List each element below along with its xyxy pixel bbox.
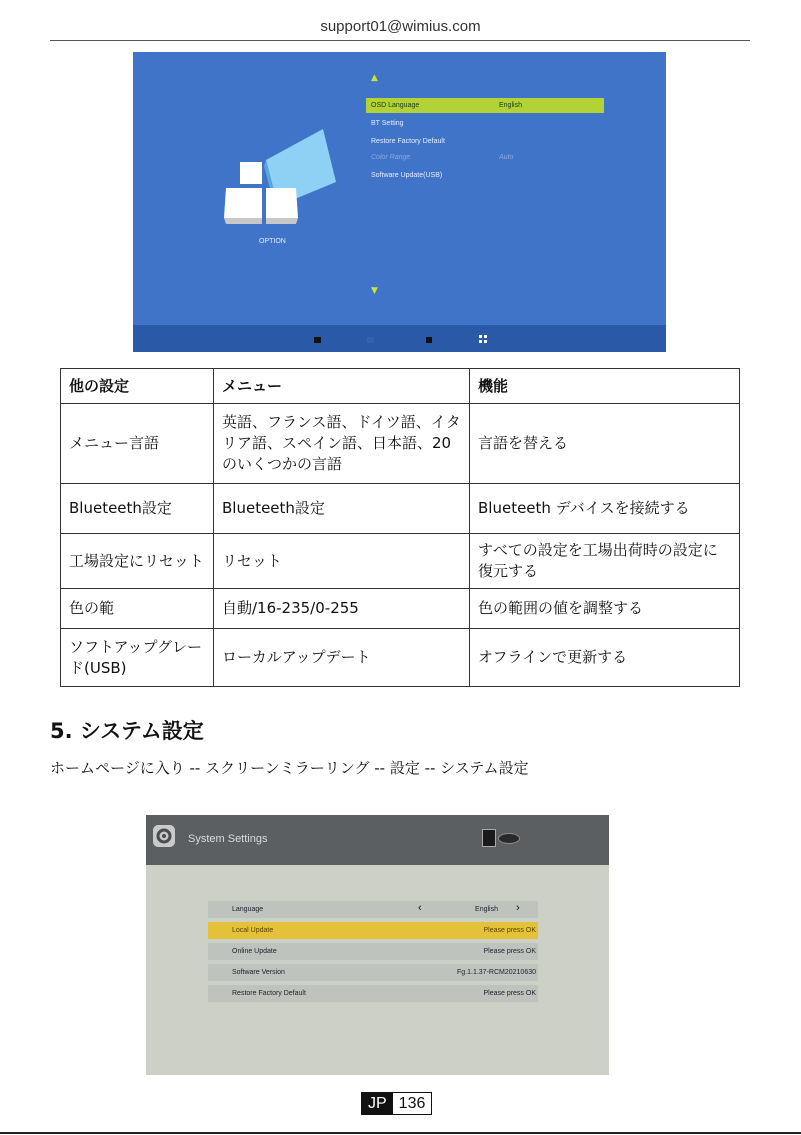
table-header-row bbox=[61, 369, 740, 404]
osd-option-screenshot bbox=[133, 52, 666, 352]
table-cell: 工場設定にリセット bbox=[61, 534, 214, 589]
osd-menu-item-value: Auto bbox=[499, 154, 514, 161]
page-language: JP bbox=[362, 1093, 393, 1114]
chevron-left-icon[interactable]: ‹ bbox=[418, 902, 422, 914]
system-settings-row-label: Restore Factory Default bbox=[232, 990, 306, 997]
table-row bbox=[61, 484, 740, 534]
option-logo-label: OPTION bbox=[259, 238, 286, 245]
nav-grid-icon[interactable] bbox=[479, 335, 488, 343]
table-row bbox=[61, 629, 740, 687]
table-cell: ローカルアップデート bbox=[214, 629, 470, 687]
usb-icon bbox=[482, 829, 496, 847]
system-settings-title: System Settings bbox=[188, 833, 268, 845]
table-cell: 自動/16-235/0-255 bbox=[214, 589, 470, 629]
system-settings-titlebar bbox=[146, 815, 609, 865]
system-settings-row-label: Language bbox=[232, 906, 264, 913]
system-settings-row[interactable] bbox=[208, 985, 538, 1002]
table-header-cell: 機能 bbox=[470, 369, 740, 404]
system-settings-row-label: Online Update bbox=[232, 948, 277, 955]
system-settings-row[interactable] bbox=[208, 964, 538, 981]
osd-menu-item[interactable] bbox=[366, 116, 604, 131]
osd-menu-item[interactable] bbox=[366, 98, 604, 113]
system-settings-row[interactable] bbox=[208, 901, 538, 918]
osd-system-settings-screenshot bbox=[146, 815, 609, 1075]
system-settings-row[interactable] bbox=[208, 943, 538, 960]
nav-back-icon[interactable] bbox=[367, 337, 374, 343]
osd-menu-item-label: Color Range bbox=[371, 154, 411, 161]
osd-menu-item[interactable] bbox=[366, 134, 604, 149]
settings-table bbox=[60, 368, 740, 687]
scroll-up-icon[interactable]: ▲ bbox=[371, 73, 378, 83]
table-cell: 言語を替える bbox=[470, 404, 740, 484]
system-settings-row-value: English bbox=[475, 906, 498, 913]
table-cell: Blueteeth設定 bbox=[61, 484, 214, 534]
system-settings-row[interactable] bbox=[208, 922, 538, 939]
table-cell: リセット bbox=[214, 534, 470, 589]
table-cell: オフラインで更新する bbox=[470, 629, 740, 687]
system-settings-row-label: Software Version bbox=[232, 969, 285, 976]
osd-bottom-bar bbox=[133, 325, 666, 352]
navigation-path: ホームページに入り -- スクリーンミラーリング -- 設定 -- システム設定 bbox=[50, 759, 529, 777]
table-cell: ソフトアップグレード(USB) bbox=[61, 629, 214, 687]
nav-stop-icon[interactable] bbox=[426, 337, 432, 343]
disc-icon bbox=[498, 833, 520, 844]
page-badge bbox=[361, 1092, 432, 1115]
table-cell: 英語、フランス語、ドイツ語、イタリア語、スペイン語、日本語、20のいくつかの言語 bbox=[214, 404, 470, 484]
system-settings-row-value: Please press OK bbox=[483, 990, 536, 997]
table-cell: Blueteeth デバイスを接続する bbox=[470, 484, 740, 534]
nav-menu-icon[interactable] bbox=[314, 337, 321, 343]
osd-menu-item-value: English bbox=[499, 102, 522, 109]
table-cell: 色の範囲の値を調整する bbox=[470, 589, 740, 629]
table-cell: Blueteeth設定 bbox=[214, 484, 470, 534]
chevron-right-icon[interactable]: › bbox=[516, 902, 520, 914]
system-settings-row-value: Fg.1.1.37-RCM20210630 bbox=[457, 969, 536, 976]
table-row bbox=[61, 589, 740, 629]
page-number: 136 bbox=[393, 1093, 432, 1114]
table-cell: メニュー言語 bbox=[61, 404, 214, 484]
footer-rule bbox=[0, 1132, 801, 1134]
table-cell: すべての設定を工場出荷時の設定に復元する bbox=[470, 534, 740, 589]
header-email: support01@wimius.com bbox=[320, 18, 481, 35]
settings-icon bbox=[153, 825, 175, 847]
osd-menu-item[interactable] bbox=[366, 168, 604, 183]
table-header-cell: 他の設定 bbox=[61, 369, 214, 404]
system-settings-row-value: Please press OK bbox=[483, 948, 536, 955]
osd-menu-item-label: Restore Factory Default bbox=[371, 138, 445, 145]
osd-menu-item-label: Software Update(USB) bbox=[371, 172, 443, 179]
table-row bbox=[61, 534, 740, 589]
system-settings-row-value: Please press OK bbox=[483, 927, 536, 934]
section-title: 5. システム設定 bbox=[50, 719, 204, 743]
system-settings-row-label: Local Update bbox=[232, 927, 274, 934]
scroll-down-icon[interactable]: ▼ bbox=[371, 286, 378, 296]
osd-menu-item-label: BT Setting bbox=[371, 120, 404, 127]
table-header-cell: メニュー bbox=[214, 369, 470, 404]
table-cell: 色の範 bbox=[61, 589, 214, 629]
table-row bbox=[61, 404, 740, 484]
osd-menu-item-label: OSD Language bbox=[371, 102, 420, 109]
osd-menu-item[interactable] bbox=[366, 150, 604, 165]
option-logo-icon bbox=[218, 122, 358, 262]
header-rule bbox=[50, 40, 750, 41]
